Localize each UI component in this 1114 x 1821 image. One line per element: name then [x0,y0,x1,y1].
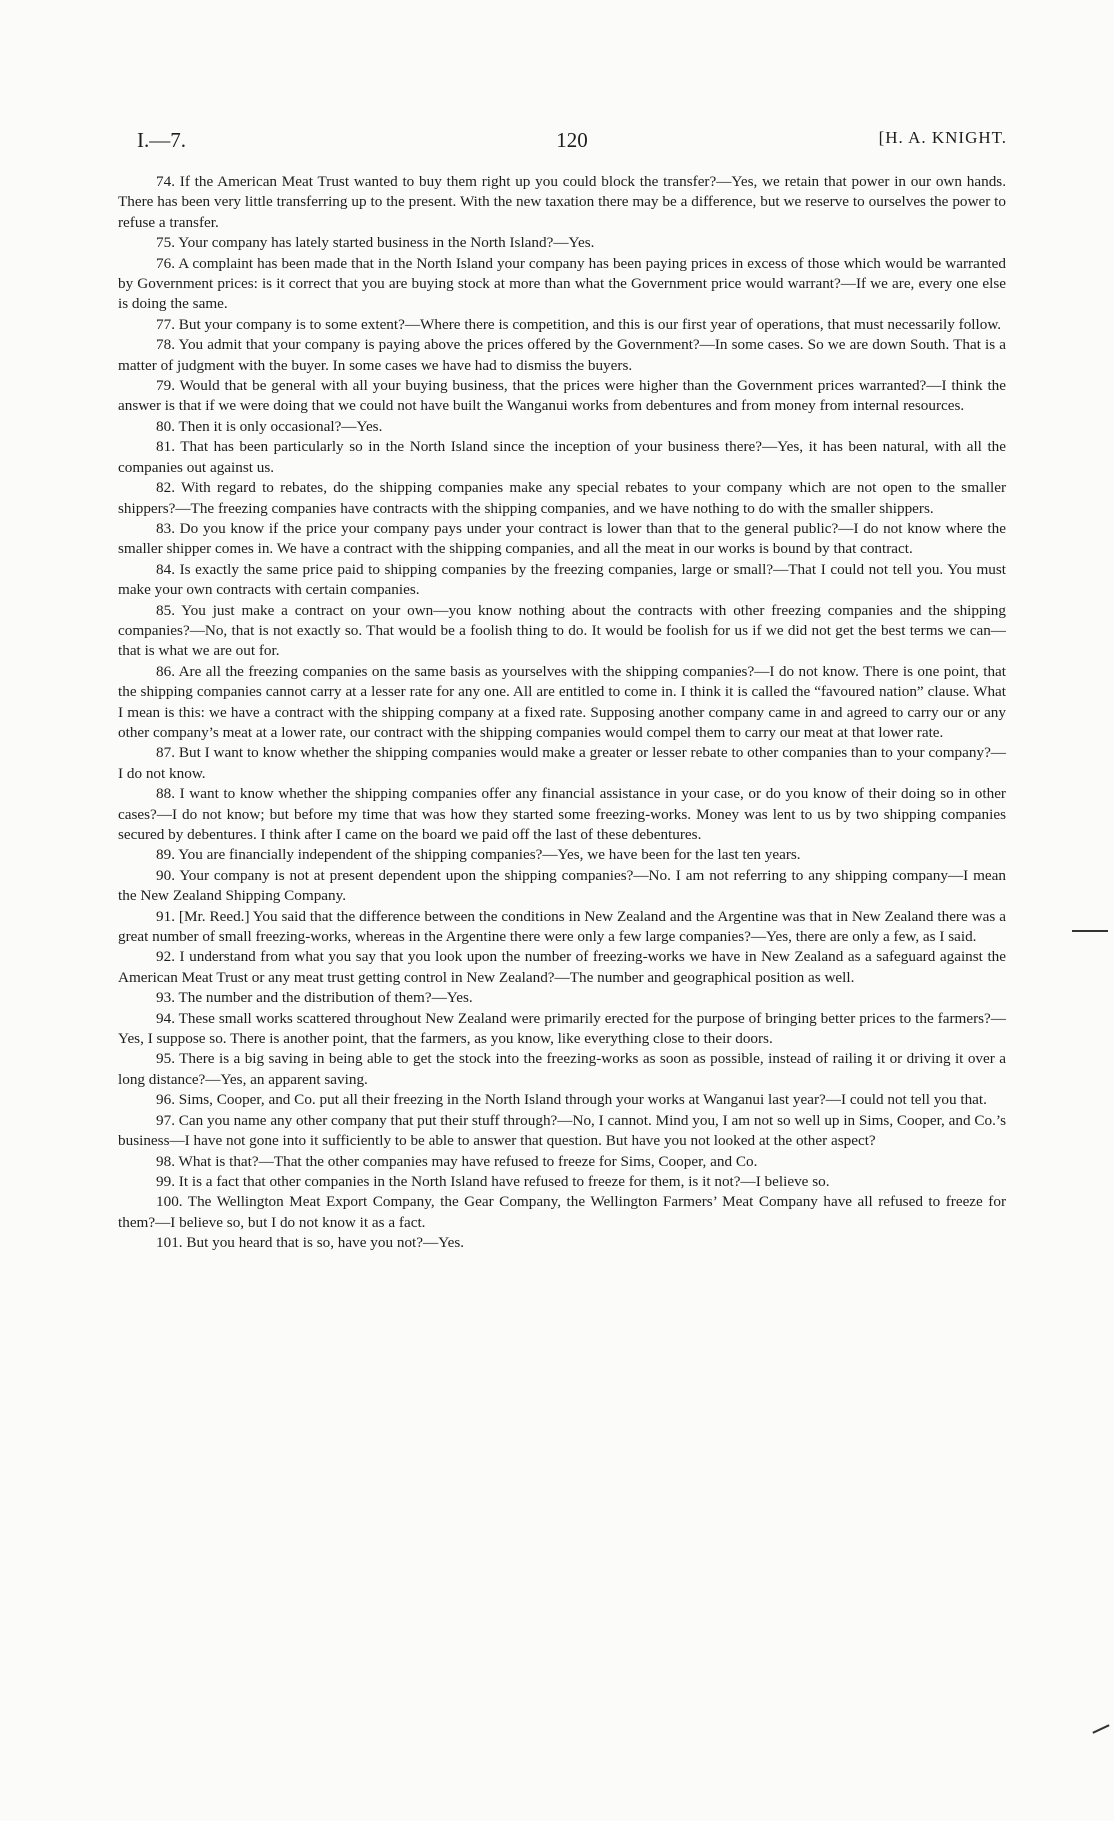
question-paragraph: 88. I want to know whether the shipping companies offer any financial assistance in your case, or do you know of their doing so in other cases?—I do not know; but before my time that was how they started some freezing-works. Money was lent to us by two shipping companies secured by debentures. I think after I came on the board we paid off the last of these debentures. [118,785,1006,843]
question-paragraph: 101. But you heard that is so, have you not?—Yes. [156,1234,465,1252]
question-paragraph: 76. A complaint has been made that in the North Island your company has been paying prices in excess of those which would be warranted by Government prices: is it correct that you are buying stock at more than what the Government price would warrant?—If we are, every one else is doing the same. [118,254,1006,313]
margin-mark [1072,930,1108,932]
question-paragraph: 77. But your company is to some extent?—Where there is competition, and this is our first year of operations, that must necessarily follow. [156,315,1002,333]
paper-reference: I.—7. [137,128,186,152]
question-paragraph: 91. [Mr. Reed.] You said that the difference between the conditions in New Zealand and the Argentine was that in New Zealand there was a great number of small freezing-works, whereas in the Argentine there were only a few large companies?—Yes, there are only a few, as I said. [118,907,1006,946]
question-paragraph: 80. Then it is only occasional?—Yes. [156,417,383,435]
question-paragraph: 95. There is a big saving in being able to get the stock into the freezing-works as soon as possible, instead of railing it or driving it over a long distance?—Yes, an apparent saving. [118,1050,1006,1088]
question-paragraph: 90. Your company is not at present dependent upon the shipping companies?—No. I am not referring to any shipping company—I mean the New Zealand Shipping Company. [118,866,1006,905]
document-body [118,172,1006,1254]
question-paragraph: 79. Would that be general with all your buying business, that the prices were higher than the Government prices warranted?—I think the answer is that if we were doing that we could not have built the Wanganui works from debentures and from money from internal resources. [118,377,1006,415]
question-paragraph: 89. You are financially independent of the shipping companies?—Yes, we have been for the last ten years. [156,846,801,864]
question-paragraph: 84. Is exactly the same price paid to shipping companies by the freezing companies, large or small?—That I could not tell you. You must make your own contracts with certain companies. [118,560,1006,599]
question-paragraph: 98. What is that?—That the other companies may have refused to freeze for Sims, Cooper, and Co. [156,1152,758,1170]
question-paragraph: 81. That has been particularly so in the North Island since the inception of your business there?—Yes, it has been natural, with all the companies out against us. [118,438,1006,476]
question-paragraph: 93. The number and the distribution of them?—Yes. [156,989,473,1007]
margin-mark [1092,1724,1109,1733]
page-number: 120 [556,128,588,152]
question-paragraph: 99. It is a fact that other companies in the North Island have refused to freeze for them, is it not?—I believe so. [156,1172,830,1190]
question-paragraph: 96. Sims, Cooper, and Co. put all their freezing in the North Island through your works at Wanganui last year?—I could not tell you that. [156,1091,987,1109]
question-paragraph: 97. Can you name any other company that put their stuff through?—No, I cannot. Mind you, I am not so well up in Sims, Cooper, and Co.’s business—I have not gone into it sufficiently to be able to answer that question. But have you not looked at the other aspect? [118,1111,1006,1150]
page-header [137,128,1007,158]
question-paragraph: 78. You admit that your company is paying above the prices offered by the Government?—In some cases. So we are down South. That is a matter of judgment with the buyer. In some cases we have had to dismiss the buyers. [118,336,1006,374]
question-paragraph: 83. Do you know if the price your company pays under your contract is lower than that to the general public?—I do not know where the smaller shipper comes in. We have a contract with the shipping companies, and all the meat in our works is bound by that contract. [118,519,1006,558]
question-paragraph: 100. The Wellington Meat Export Company, the Gear Company, the Wellington Farmers’ Meat Company have all refused to freeze for them?—I believe so, but I do not know it as a fact. [118,1193,1006,1231]
question-paragraph: 85. You just make a contract on your own—you know nothing about the contracts with other freezing companies and the shipping companies?—No, that is not exactly so. That would be a foolish thing to do. It would be foolish for us if we did not get the best terms we can—that is what we are out for. [118,601,1006,660]
question-paragraph: 82. With regard to rebates, do the shipping companies make any special rebates to your company which are not open to the smaller shippers?—The freezing companies have contracts with the shipping companies, and we have nothing to do with the smaller shippers. [118,479,1006,517]
question-paragraph: 74. If the American Meat Trust wanted to buy them right up you could block the transfer?—Yes, we retain that power in our own hands. There has been very little transferring up to the present. With the new taxation there may be a difference, but we reserve to ourselves the power to refuse a transfer. [118,173,1006,231]
question-paragraph: 94. These small works scattered throughout New Zealand were primarily erected for the purpose of bringing better prices to the farmers?—Yes, I suppose so. There is another point, that the farmers, as you know, like everything close to their doors. [118,1009,1006,1048]
question-paragraph: 75. Your company has lately started business in the North Island?—Yes. [156,234,595,252]
witness-name: [H. A. KNIGHT. [878,128,1007,147]
question-paragraph: 87. But I want to know whether the shipping companies would make a greater or lesser rebate to other companies than to your company?—I do not know. [118,744,1006,782]
question-paragraph: 86. Are all the freezing companies on the same basis as yourselves with the shipping companies?—I do not know. There is one point, that the shipping companies cannot carry at a lesser rate for any one. All are entitled to come in. I think it is called the “favoured nation” clause. What I mean is this: we have a contract with the shipping company at a fixed rate. Supposing another company came in and agreed to carry our or any other company’s meat at a lower rate, our contract with the shipping companies would compel them to carry our meat at that lower rate. [118,662,1006,741]
question-paragraph: 92. I understand from what you say that you look upon the number of freezing-works we have in New Zealand as a safeguard against the American Meat Trust or any meat trust getting control in New Zealand?—The number and geographical position as well. [118,948,1006,986]
